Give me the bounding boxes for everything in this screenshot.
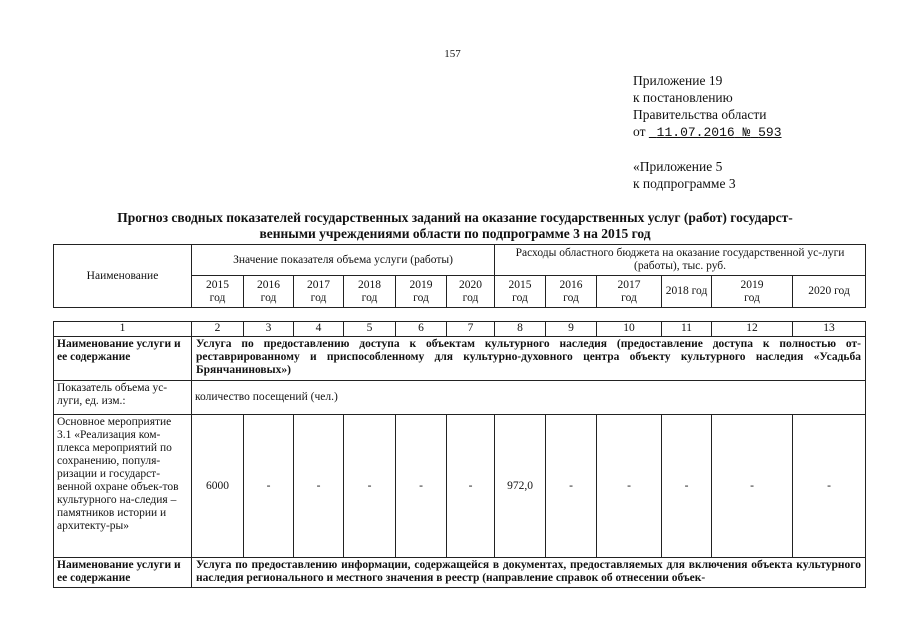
value-cell: - bbox=[344, 415, 396, 558]
header-year: 2018 год bbox=[662, 276, 712, 308]
header-year: 2015 год bbox=[495, 276, 546, 308]
header-year: 2015 год bbox=[192, 276, 244, 308]
value-cell: - bbox=[396, 415, 447, 558]
header-year: 2017 год bbox=[597, 276, 662, 308]
header-name: Наименование bbox=[54, 245, 192, 308]
appendix-line: Правительства области bbox=[633, 107, 767, 122]
column-number: 4 bbox=[294, 322, 344, 337]
header-year: 2020 год bbox=[447, 276, 495, 308]
value-cell: 6000 bbox=[192, 415, 244, 558]
header-year: 2019 год bbox=[712, 276, 793, 308]
column-number: 10 bbox=[597, 322, 662, 337]
appendix-sub-line: к подпрограмме 3 bbox=[633, 176, 736, 191]
appendix-line: Приложение 19 bbox=[633, 73, 723, 88]
indicator-label: Показатель объема ус-луги, ед. изм.: bbox=[54, 381, 192, 415]
value-cell: - bbox=[546, 415, 597, 558]
column-number: 9 bbox=[546, 322, 597, 337]
indicator-unit: количество посещений (чел.) bbox=[192, 381, 866, 415]
value-cell: - bbox=[793, 415, 866, 558]
appendix-sub-line: «Приложение 5 bbox=[633, 159, 723, 174]
indicator-row bbox=[54, 381, 866, 415]
service-label: Наименование услуги и ее содержание bbox=[54, 558, 192, 588]
column-number: 3 bbox=[244, 322, 294, 337]
column-number: 13 bbox=[793, 322, 866, 337]
column-number: 5 bbox=[344, 322, 396, 337]
header-year: 2019 год bbox=[396, 276, 447, 308]
column-number: 7 bbox=[447, 322, 495, 337]
column-number-row bbox=[54, 322, 866, 337]
date-prefix: от bbox=[633, 124, 646, 139]
column-number: 2 bbox=[192, 322, 244, 337]
value-cell: - bbox=[597, 415, 662, 558]
header-table bbox=[53, 244, 866, 308]
title-line: Прогноз сводных показателей государственных заданий на оказание государственных услуг (работ) государст- bbox=[117, 210, 793, 225]
resolution-date: 11.07.2016 № 593 bbox=[656, 125, 782, 140]
value-cell: - bbox=[712, 415, 793, 558]
column-number: 12 bbox=[712, 322, 793, 337]
value-cell: - bbox=[447, 415, 495, 558]
appendix-line: к постановлению bbox=[633, 90, 733, 105]
column-number: 1 bbox=[54, 322, 192, 337]
service-row bbox=[54, 558, 866, 588]
value-cell: - bbox=[294, 415, 344, 558]
appendix-date-line bbox=[633, 123, 782, 141]
header-volume-group: Значение показателя объема услуги (работы) bbox=[192, 245, 495, 276]
data-table bbox=[53, 321, 866, 588]
service-label: Наименование услуги и ее содержание bbox=[54, 337, 192, 381]
header-year: 2020 год bbox=[793, 276, 866, 308]
header-year: 2018 год bbox=[344, 276, 396, 308]
title-line: венными учреждениями области по подпрограмме 3 на 2015 год bbox=[259, 226, 651, 241]
header-year: 2016 год bbox=[546, 276, 597, 308]
measure-label: Основное мероприятие 3.1 «Реализация ком-плекса мероприятий по сохранению, популя-ризации и государст-венной охране объек-тов культурного на-следия – памятников истории и архитекту-ры» bbox=[54, 415, 192, 558]
value-cell: 972,0 bbox=[495, 415, 546, 558]
service-description: Услуга по предоставлению информации, содержащейся в документах, предоставляемых для включения объекта культурного наследия регионального и местного значения в реестр (направление справок об отнесении объек- bbox=[192, 558, 866, 588]
column-number: 6 bbox=[396, 322, 447, 337]
column-number: 8 bbox=[495, 322, 546, 337]
value-cell: - bbox=[662, 415, 712, 558]
appendix-header bbox=[633, 72, 782, 141]
header-year: 2017 год bbox=[294, 276, 344, 308]
page-number: 157 bbox=[444, 48, 461, 60]
header-year: 2016 год bbox=[244, 276, 294, 308]
appendix-subheader bbox=[633, 158, 736, 192]
column-number: 11 bbox=[662, 322, 712, 337]
document-title bbox=[50, 210, 860, 242]
service-row bbox=[54, 337, 866, 381]
header-expense-group: Расходы областного бюджета на оказание государственной ус-луги (работы), тыс. руб. bbox=[495, 245, 866, 276]
measure-row bbox=[54, 415, 866, 558]
value-cell: - bbox=[244, 415, 294, 558]
service-description: Услуга по предоставлению доступа к объектам культурного наследия (предоставление доступа к полностью от-реставрированному и приспособленному для культурно-духовного центра объекту культурного наследия «Усадьба Брянчаниновых») bbox=[192, 337, 866, 381]
